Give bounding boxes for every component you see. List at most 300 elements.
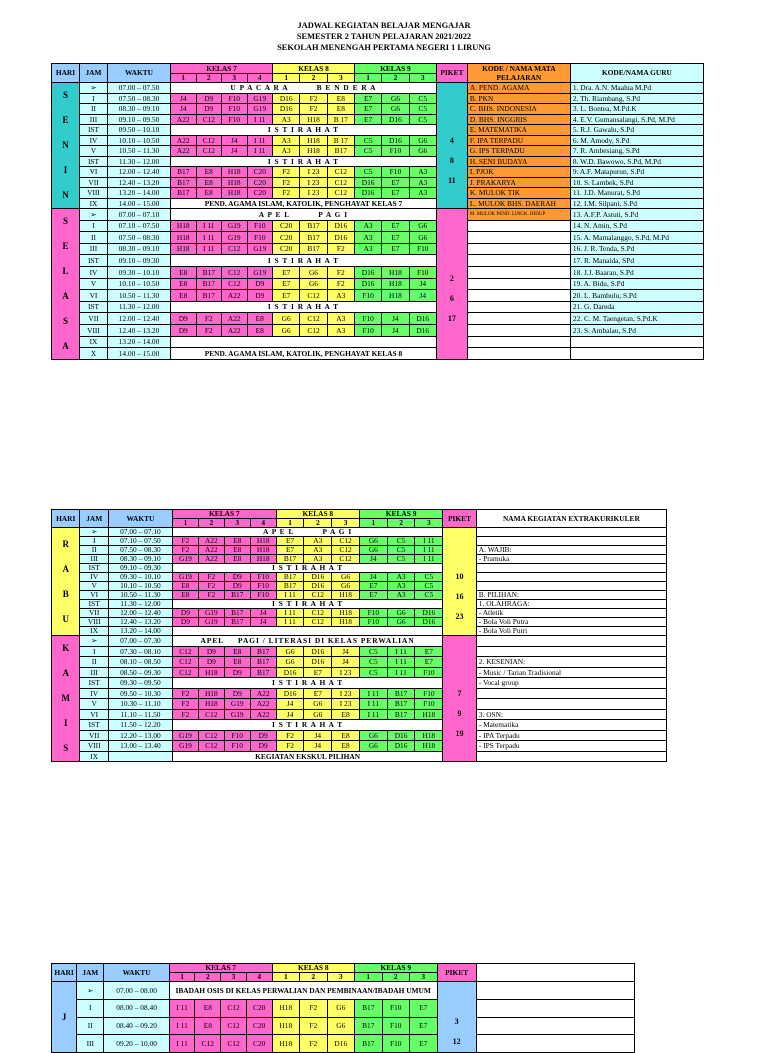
- schedule-row: [52, 636, 667, 647]
- waktu-cell: 12.40 – 13.20: [108, 325, 171, 337]
- kelas8-header: KELAS 8: [272, 964, 354, 973]
- subject-code-cell: D16: [327, 232, 354, 244]
- jam-cell: VIII: [80, 741, 108, 752]
- blank-cell: [476, 1017, 634, 1035]
- subject-code-cell: F2: [327, 243, 354, 255]
- subject-code-cell: C5: [354, 146, 381, 157]
- subject-code-cell: J4: [304, 741, 332, 752]
- subject-code-cell: B17: [276, 573, 304, 582]
- subject-code-cell: E8: [195, 999, 221, 1017]
- subject-code-cell: E8: [332, 709, 360, 720]
- day-letter: S: [62, 216, 68, 226]
- mapel-item: C. BHS. INDONESIA: [467, 104, 570, 115]
- subject-code-cell: E8: [224, 646, 250, 657]
- jam-cell: IST: [80, 678, 108, 689]
- mapel-header: KODE / NAMA MATA PELAJARAN: [467, 64, 570, 83]
- subject-code-cell: J4: [359, 555, 387, 564]
- jam-cell: ➢: [80, 83, 108, 94]
- subject-code-cell: D16: [387, 741, 415, 752]
- schedule-table-senin-selasa: [51, 63, 704, 360]
- day-letter: S: [63, 743, 69, 753]
- subject-code-cell: C12: [300, 290, 327, 302]
- subject-code-cell: F2: [172, 688, 198, 699]
- subject-code-cell: C12: [222, 267, 248, 279]
- header-line-3: SEKOLAH MENENGAH PERTAMA NEGERI 1 LIRUNG: [277, 43, 491, 52]
- kelas9-header: KELAS 9: [359, 510, 442, 519]
- day-letter: L: [62, 266, 69, 276]
- schedule-row: [52, 220, 704, 232]
- jam-cell: IST: [80, 720, 108, 731]
- guru-item: 14. N. Amin, S.Pd: [570, 220, 703, 232]
- subject-code-cell: C12: [327, 177, 354, 188]
- jam-header: JAM: [80, 510, 108, 528]
- waktu-header: WAKTU: [104, 964, 169, 982]
- schedule-row: [52, 156, 704, 167]
- subject-code-cell: B17: [171, 167, 197, 178]
- subject-code-cell: A22: [171, 135, 197, 146]
- schedule-row: [52, 209, 704, 221]
- subject-code-cell: A3: [304, 546, 332, 555]
- subject-code-cell: C12: [332, 546, 360, 555]
- waktu-cell: 10.30 – 11.10: [108, 699, 172, 710]
- jam-cell: IST: [80, 125, 108, 136]
- jam-cell: VI: [80, 591, 108, 600]
- subject-code-cell: C12: [221, 999, 247, 1017]
- subject-code-cell: F2: [172, 709, 198, 720]
- subject-code-cell: G6: [387, 609, 415, 618]
- subject-code-cell: C12: [304, 609, 332, 618]
- subject-code-cell: G19: [222, 232, 248, 244]
- subject-code-cell: D16: [304, 657, 332, 668]
- schedule-row: [52, 255, 704, 267]
- subject-code-cell: E8: [171, 267, 197, 279]
- subject-code-cell: C12: [304, 591, 332, 600]
- merged-activity-cell: U P A C A R A B E N D E R A: [171, 83, 437, 94]
- subject-code-cell: I 23: [300, 177, 327, 188]
- mapel-item: G. IPS TERPADU: [467, 146, 570, 157]
- subject-code-cell: F10: [409, 243, 436, 255]
- subject-code-cell: E8: [224, 546, 250, 555]
- subject-code-cell: H18: [250, 555, 276, 564]
- subject-code-cell: F10: [250, 573, 276, 582]
- subject-code-cell: F10: [415, 699, 443, 710]
- jam-cell: III: [80, 555, 108, 564]
- waktu-cell: 07.00 – 07.30: [108, 636, 172, 647]
- kelas7-number: 4: [250, 519, 276, 528]
- schedule-row: [52, 528, 667, 537]
- piket-number: 19: [455, 728, 464, 738]
- subject-code-cell: B17: [327, 146, 354, 157]
- subject-code-cell: F10: [354, 290, 381, 302]
- schedule-row: [52, 741, 667, 752]
- schedule-row: [52, 546, 667, 555]
- subject-code-cell: H18: [415, 741, 443, 752]
- ekskul-item: [476, 751, 666, 762]
- mapel-empty: [467, 255, 570, 267]
- subject-code-cell: C12: [327, 188, 354, 199]
- subject-code-cell: H18: [415, 730, 443, 741]
- subject-code-cell: H18: [250, 546, 276, 555]
- subject-code-cell: B17: [171, 188, 197, 199]
- merged-activity-cell: I S T I R A H A T: [172, 678, 442, 689]
- kelas7-number: 1: [172, 519, 198, 528]
- subject-code-cell: A3: [273, 114, 300, 125]
- waktu-cell: 13.20 – 14.00: [108, 336, 171, 348]
- subject-code-cell: I 11: [169, 999, 195, 1017]
- subject-code-cell: D9: [250, 730, 276, 741]
- kelas9-number: 2: [387, 519, 415, 528]
- subject-code-cell: D16: [327, 220, 354, 232]
- subject-code-cell: H18: [332, 618, 360, 627]
- kelas7-number: 3: [222, 73, 248, 83]
- subject-code-cell: A22: [198, 546, 224, 555]
- subject-code-cell: C12: [221, 1017, 247, 1035]
- piket-number: 16: [455, 591, 464, 601]
- schedule-table-rabu-kamis: [51, 509, 667, 762]
- mapel-empty: [467, 290, 570, 302]
- subject-code-cell: D9: [198, 657, 224, 668]
- guru-item: 16. J. R. Tenda, S.Pd: [570, 243, 703, 255]
- piket-number: 2: [449, 274, 454, 283]
- jam-cell: V: [80, 699, 108, 710]
- subject-code-cell: F2: [276, 730, 304, 741]
- subject-code-cell: C12: [195, 1035, 221, 1053]
- jam-cell: ➢: [77, 982, 104, 1000]
- kelas8-number: 3: [327, 73, 354, 83]
- subject-code-cell: F10: [382, 146, 409, 157]
- subject-code-cell: I 11: [359, 688, 387, 699]
- jam-cell: ➢: [80, 528, 108, 537]
- jam-cell: IV: [80, 135, 108, 146]
- subject-code-cell: E8: [224, 537, 250, 546]
- subject-code-cell: C12: [332, 555, 360, 564]
- subject-code-cell: G6: [304, 709, 332, 720]
- subject-code-cell: C12: [198, 741, 224, 752]
- subject-code-cell: D9: [247, 290, 273, 302]
- waktu-cell: 07.50 – 08.30: [108, 232, 171, 244]
- subject-code-cell: I 11: [276, 618, 304, 627]
- piket-number: 9: [457, 708, 462, 718]
- waktu-cell: 12.00 – 12.40: [108, 313, 171, 325]
- subject-code-cell: F10: [382, 167, 409, 178]
- empty-activity-cell: [172, 627, 442, 636]
- waktu-cell: 09.10 – 09.30: [108, 564, 172, 573]
- ekskul-item: [476, 646, 666, 657]
- piket-cell: [443, 636, 477, 762]
- subject-code-cell: B17: [355, 1017, 382, 1035]
- subject-code-cell: C5: [387, 537, 415, 546]
- subject-code-cell: C12: [300, 325, 327, 337]
- guru-item: 2. Th. Riambang, S.Pd: [570, 93, 703, 104]
- subject-code-cell: E7: [354, 114, 381, 125]
- header-line-1: JADWAL KEGIATAN BELAJAR MENGAJAR: [297, 21, 471, 30]
- kelas8-number: 2: [304, 519, 332, 528]
- subject-code-cell: A3: [387, 573, 415, 582]
- subject-code-cell: D16: [276, 667, 304, 678]
- waktu-cell: 11.30 – 12.00: [108, 600, 172, 609]
- subject-code-cell: I 11: [169, 1017, 195, 1035]
- subject-code-cell: I 11: [247, 146, 273, 157]
- subject-code-cell: E7: [382, 243, 409, 255]
- subject-code-cell: F2: [300, 104, 327, 115]
- subject-code-cell: D16: [415, 618, 443, 627]
- subject-code-cell: E8: [327, 93, 354, 104]
- waktu-cell: 13.20 – 14.00: [108, 188, 171, 199]
- piket-number: 23: [455, 611, 464, 621]
- merged-activity-cell: APEL PAGI / LITERASI DI KELAS PERWALIAN: [172, 636, 442, 647]
- blank-cell: [476, 999, 634, 1017]
- jam-cell: IV: [80, 267, 108, 279]
- subject-code-cell: E8: [172, 582, 198, 591]
- waktu-cell: 08.10 – 08.50: [108, 657, 172, 668]
- subject-code-cell: G6: [273, 313, 300, 325]
- jam-cell: II: [80, 232, 108, 244]
- subject-code-cell: F10: [359, 609, 387, 618]
- subject-code-cell: I 23: [300, 188, 327, 199]
- subject-code-cell: F10: [250, 591, 276, 600]
- subject-code-cell: I 11: [247, 135, 273, 146]
- subject-code-cell: A3: [273, 135, 300, 146]
- kelas8-header: KELAS 8: [276, 510, 359, 519]
- subject-code-cell: E7: [304, 688, 332, 699]
- subject-code-cell: E7: [354, 93, 381, 104]
- schedule-row: [52, 618, 667, 627]
- schedule-row: [52, 198, 704, 209]
- mapel-item: L. MULOK BHS. DAERAH: [467, 198, 570, 209]
- waktu-cell: 09.30 – 10.10: [108, 573, 172, 582]
- kelas8-number: 2: [300, 973, 327, 982]
- subject-code-cell: A3: [354, 243, 381, 255]
- subject-code-cell: A3: [354, 220, 381, 232]
- subject-code-cell: G19: [172, 730, 198, 741]
- subject-code-cell: D16: [354, 188, 381, 199]
- waktu-cell: 09.20 – 10.00: [104, 1035, 169, 1053]
- subject-code-cell: G19: [172, 555, 198, 564]
- guru-empty: [570, 336, 703, 348]
- subject-code-cell: H18: [415, 709, 443, 720]
- schedule-row: [52, 709, 667, 720]
- subject-code-cell: G19: [224, 709, 250, 720]
- jam-cell: V: [80, 278, 108, 290]
- subject-code-cell: A22: [250, 688, 276, 699]
- piket-number: 12: [452, 1037, 461, 1046]
- jam-cell: X: [80, 348, 108, 360]
- jam-cell: III: [80, 114, 108, 125]
- ekskul-item: [476, 564, 666, 573]
- subject-code-cell: C5: [409, 93, 436, 104]
- jam-cell: II: [80, 546, 108, 555]
- subject-code-cell: I 11: [415, 546, 443, 555]
- day-letter: I: [63, 718, 68, 728]
- day-name-cell: [52, 982, 77, 1053]
- schedule-row: [52, 278, 704, 290]
- day-letter: A: [62, 291, 69, 301]
- subject-code-cell: J4: [382, 325, 409, 337]
- subject-code-cell: B17: [276, 555, 304, 564]
- mapel-empty: [467, 301, 570, 313]
- schedule-row: [52, 301, 704, 313]
- jam-header: JAM: [80, 64, 108, 83]
- subject-code-cell: G6: [300, 278, 327, 290]
- subject-code-cell: G6: [327, 999, 355, 1017]
- subject-code-cell: F2: [276, 741, 304, 752]
- subject-code-cell: B17: [355, 999, 382, 1017]
- subject-code-cell: H18: [250, 537, 276, 546]
- kelas7-number: 1: [169, 973, 195, 982]
- jam-cell: IX: [80, 198, 108, 209]
- subject-code-cell: I 11: [359, 709, 387, 720]
- mapel-empty: [467, 232, 570, 244]
- hari-header: HARI: [52, 964, 77, 982]
- subject-code-cell: F2: [172, 699, 198, 710]
- subject-code-cell: F10: [415, 688, 443, 699]
- subject-code-cell: A22: [250, 709, 276, 720]
- waktu-cell: 07.00 – 07.50: [108, 83, 171, 94]
- subject-code-cell: C12: [332, 537, 360, 546]
- subject-code-cell: A3: [327, 313, 354, 325]
- subject-code-cell: G6: [409, 220, 436, 232]
- subject-code-cell: D16: [354, 278, 381, 290]
- subject-code-cell: E7: [410, 999, 438, 1017]
- subject-code-cell: H18: [382, 278, 409, 290]
- mapel-empty: [467, 278, 570, 290]
- subject-code-cell: C12: [196, 114, 222, 125]
- mapel-empty: [467, 267, 570, 279]
- subject-code-cell: D16: [273, 104, 300, 115]
- day-letter: M: [61, 693, 70, 703]
- day-letter: N: [62, 190, 69, 200]
- waktu-cell: 10.10 – 10.50: [108, 582, 172, 591]
- subject-code-cell: D9: [250, 741, 276, 752]
- piket-number: 7: [457, 688, 462, 698]
- jam-cell: IX: [80, 627, 108, 636]
- day-letter: I: [63, 165, 68, 175]
- mapel-item: F. IPA TERPADU: [467, 135, 570, 146]
- piket-header: PIKET: [436, 64, 467, 83]
- kelas8-number: 1: [276, 519, 304, 528]
- subject-code-cell: C5: [415, 573, 443, 582]
- schedule-row: [52, 267, 704, 279]
- kelas7-number: 2: [196, 73, 222, 83]
- subject-code-cell: H18: [300, 114, 327, 125]
- ekskul-item: [476, 528, 666, 537]
- waktu-cell: 08.50 – 09.30: [108, 667, 172, 678]
- subject-code-cell: H18: [198, 667, 224, 678]
- guru-item: 23. S. Ambalau, S.Pd: [570, 325, 703, 337]
- day-letter: J: [61, 1011, 67, 1022]
- subject-code-cell: F2: [273, 167, 300, 178]
- guru-empty: [570, 348, 703, 360]
- day-letter: A: [62, 563, 69, 574]
- schedule-row: [52, 720, 667, 731]
- jam-cell: III: [77, 1035, 104, 1053]
- jam-cell: II: [77, 1017, 104, 1035]
- subject-code-cell: J4: [359, 573, 387, 582]
- kelas8-number: 2: [300, 73, 327, 83]
- piket-number: 3: [454, 1017, 459, 1026]
- ekskul-item: [476, 537, 666, 546]
- subject-code-cell: J4: [171, 93, 197, 104]
- subject-code-cell: C5: [387, 555, 415, 564]
- waktu-cell: 08.00 – 08.40: [104, 999, 169, 1017]
- day-letter: S: [62, 316, 68, 326]
- subject-code-cell: H18: [198, 699, 224, 710]
- subject-code-cell: I 11: [196, 243, 222, 255]
- waktu-cell: 08.30 – 09.10: [108, 243, 171, 255]
- waktu-cell: 11.30 – 12.00: [108, 156, 171, 167]
- schedule-row: [52, 609, 667, 618]
- jam-cell: VIII: [80, 188, 108, 199]
- guru-item: 18. J.J. Baaran, S.Pd: [570, 267, 703, 279]
- subject-code-cell: F2: [327, 278, 354, 290]
- schedule-row: [52, 751, 667, 762]
- waktu-cell: 09.50 – 10.30: [108, 688, 172, 699]
- waktu-cell: 12.40 – 13.20: [108, 618, 172, 627]
- mapel-item: I. PJOK: [467, 167, 570, 178]
- subject-code-cell: A22: [250, 699, 276, 710]
- mapel-item: B. PKN: [467, 93, 570, 104]
- mapel-item: H. SENI BUDAYA: [467, 156, 570, 167]
- day-letter: U: [62, 613, 69, 624]
- subject-code-cell: D9: [198, 646, 224, 657]
- subject-code-cell: D16: [304, 646, 332, 657]
- schedule-row: [52, 348, 704, 360]
- subject-code-cell: F10: [359, 618, 387, 627]
- guru-item: 12. I.M. Silpani, S.Pd: [570, 198, 703, 209]
- subject-code-cell: C20: [247, 177, 273, 188]
- subject-code-cell: C5: [354, 167, 381, 178]
- ekskul-item: 3. OSN:: [476, 709, 666, 720]
- subject-code-cell: B17: [224, 591, 250, 600]
- schedule-row: [52, 537, 667, 546]
- subject-code-cell: I 11: [387, 657, 415, 668]
- schedule-row: [52, 83, 704, 94]
- subject-code-cell: A3: [304, 537, 332, 546]
- subject-code-cell: G6: [409, 135, 436, 146]
- subject-code-cell: I 11: [387, 667, 415, 678]
- kelas7-number: 2: [195, 973, 221, 982]
- waktu-cell: 12.00 – 12.40: [108, 609, 172, 618]
- subject-code-cell: H18: [332, 609, 360, 618]
- kelas7-number: 2: [198, 519, 224, 528]
- subject-code-cell: H18: [300, 135, 327, 146]
- schedule-row: [52, 177, 704, 188]
- subject-code-cell: C20: [246, 1035, 272, 1053]
- kelas7-header: KELAS 7: [171, 64, 273, 74]
- kelas7-number: 4: [246, 973, 272, 982]
- subject-code-cell: E7: [382, 188, 409, 199]
- day-name-cell: [52, 83, 80, 209]
- merged-activity-cell: PEND. AGAMA ISLAM, KATOLIK, PENGHAYAT KELAS 7: [171, 198, 437, 209]
- subject-code-cell: D16: [304, 573, 332, 582]
- subject-code-cell: F2: [196, 313, 222, 325]
- subject-code-cell: E7: [382, 177, 409, 188]
- waktu-cell: 09.10 – 09.30: [108, 255, 171, 267]
- mapel-empty: [467, 348, 570, 360]
- subject-code-cell: E7: [410, 1017, 438, 1035]
- jam-cell: VII: [80, 177, 108, 188]
- schedule-row: [52, 290, 704, 302]
- subject-code-cell: C5: [359, 667, 387, 678]
- subject-code-cell: G6: [382, 104, 409, 115]
- guru-item: 8. W.D. Bawowo, S.Pd, M.Pd: [570, 156, 703, 167]
- subject-code-cell: B17: [300, 243, 327, 255]
- subject-code-cell: C5: [409, 104, 436, 115]
- merged-activity-cell: I S T I R A H A T: [171, 125, 437, 136]
- subject-code-cell: B17: [387, 709, 415, 720]
- subject-code-cell: H18: [198, 688, 224, 699]
- subject-code-cell: H18: [222, 188, 248, 199]
